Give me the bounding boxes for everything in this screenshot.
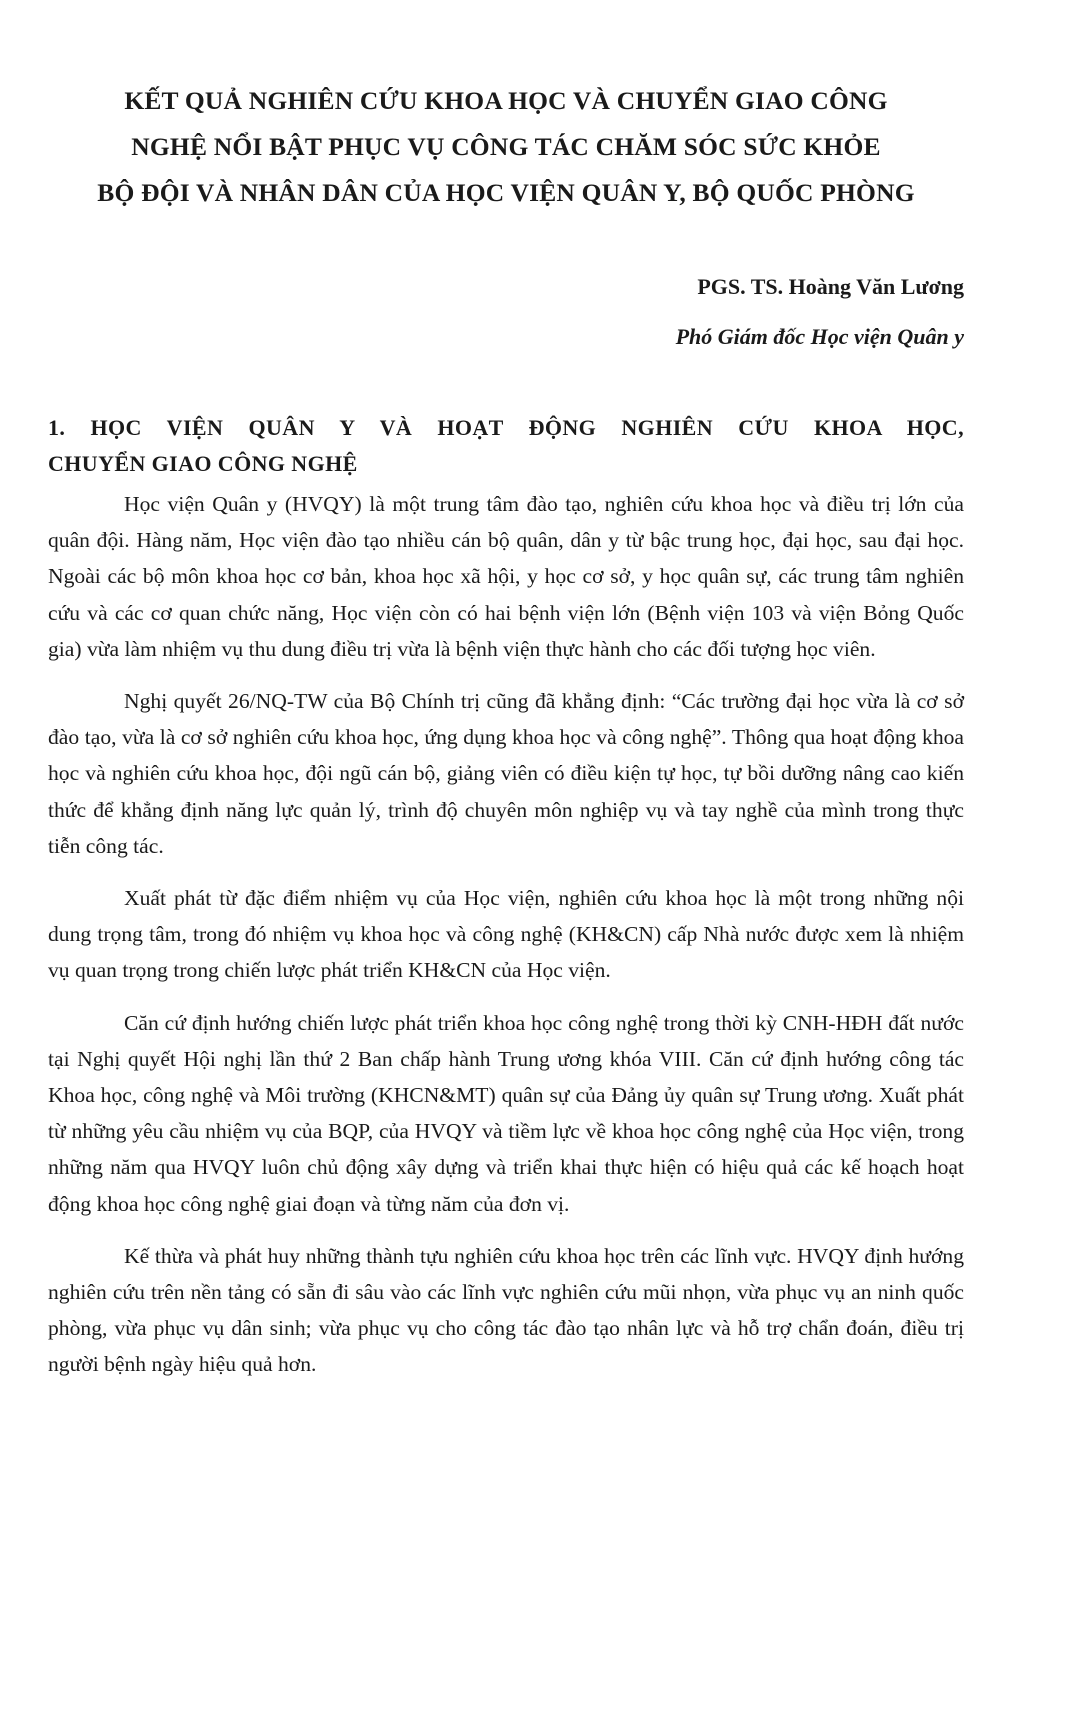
paragraph: Căn cứ định hướng chiến lược phát triển khoa học công nghệ trong thời kỳ CNH-HĐH đất nước tại Nghị quyết Hội nghị lần thứ 2 Ban chấp hành Trung ương khóa VIII. Căn cứ định hướng công tác Khoa học, công nghệ và Môi trường (KHCN&MT) quân sự của Đảng ủy quân sự Trung ương. Xuất phát từ những yêu cầu nhiệm vụ của BQP, của HVQY và tiềm lực về khoa học công nghệ của Học viện, trong những năm qua HVQY luôn chủ động xây dựng và triển khai thực hiện có hiệu quả các kế hoạch hoạt động khoa học công nghệ giai đoạn và từng năm của đơn vị. xyxy=(48,1010,964,1216)
author-block xyxy=(48,272,964,352)
title-line-2: NGHỆ NỔI BẬT PHỤC VỤ CÔNG TÁC CHĂM SÓC SỨC KHỎE xyxy=(131,132,881,161)
section-heading-line-2: CHUYỂN GIAO CÔNG NGHỆ xyxy=(48,451,358,476)
document-page xyxy=(48,78,964,1383)
title-line-3: BỘ ĐỘI VÀ NHÂN DÂN CỦA HỌC VIỆN QUÂN Y, BỘ QUỐC PHÒNG xyxy=(97,178,915,207)
author-name: PGS. TS. Hoàng Văn Lương xyxy=(697,274,964,299)
paragraph: Nghị quyết 26/NQ-TW của Bộ Chính trị cũng đã khẳng định: “Các trường đại học vừa là cơ sở đào tạo, vừa là cơ sở nghiên cứu khoa học, ứng dụng khoa học và công nghệ”. Thông qua hoạt động khoa học và nghiên cứu khoa học, đội ngũ cán bộ, giảng viên có điều kiện tự học, tự bồi dưỡng nâng cao kiến thức để khẳng định năng lực quản lý, trình độ chuyên môn nghiệp vụ và tay nghề của mình trong thực tiễn công tác. xyxy=(48,689,964,858)
paragraph: Kế thừa và phát huy những thành tựu nghiên cứu khoa học trên các lĩnh vực. HVQY định hướng nghiên cứu trên nền tảng có sẵn đi sâu vào các lĩnh vực nghiên cứu mũi nhọn, vừa phục vụ an ninh quốc phòng, vừa phục vụ dân sinh; vừa phục vụ cho công tác đào tạo nhân lực và hỗ trợ chẩn đoán, điều trị người bệnh ngày hiệu quả hơn. xyxy=(48,1243,964,1377)
title-line-1: KẾT QUẢ NGHIÊN CỨU KHOA HỌC VÀ CHUYỂN GIAO CÔNG xyxy=(124,86,888,115)
paragraph: Học viện Quân y (HVQY) là một trung tâm đào tạo, nghiên cứu khoa học và điều trị lớn của quân đội. Hàng năm, Học viện đào tạo nhiều cán bộ quân, dân y từ bậc trung học, đại học, sau đại học. Ngoài các bộ môn khoa học cơ bản, khoa học xã hội, y học cơ sở, y học quân sự, các trung tâm nghiên cứu và các cơ quan chức năng, Học viện còn có hai bệnh viện lớn (Bệnh viện 103 và viện Bỏng Quốc gia) vừa làm nhiệm vụ thu dung điều trị vừa là bệnh viện thực hành cho các đối tượng học viên. xyxy=(48,492,964,661)
document-title xyxy=(48,78,964,216)
section-heading xyxy=(48,410,964,482)
author-role: Phó Giám đốc Học viện Quân y xyxy=(675,324,964,349)
paragraph: Xuất phát từ đặc điểm nhiệm vụ của Học viện, nghiên cứu khoa học là một trong những nội dung trọng tâm, trong đó nhiệm vụ khoa học và công nghệ (KH&CN) cấp Nhà nước được xem là nhiệm vụ quan trọng trong chiến lược phát triển KH&CN của Học viện. xyxy=(48,886,964,983)
section-heading-line-1: 1. HỌC VIỆN QUÂN Y VÀ HOẠT ĐỘNG NGHIÊN CỨU KHOA HỌC, xyxy=(48,415,964,440)
